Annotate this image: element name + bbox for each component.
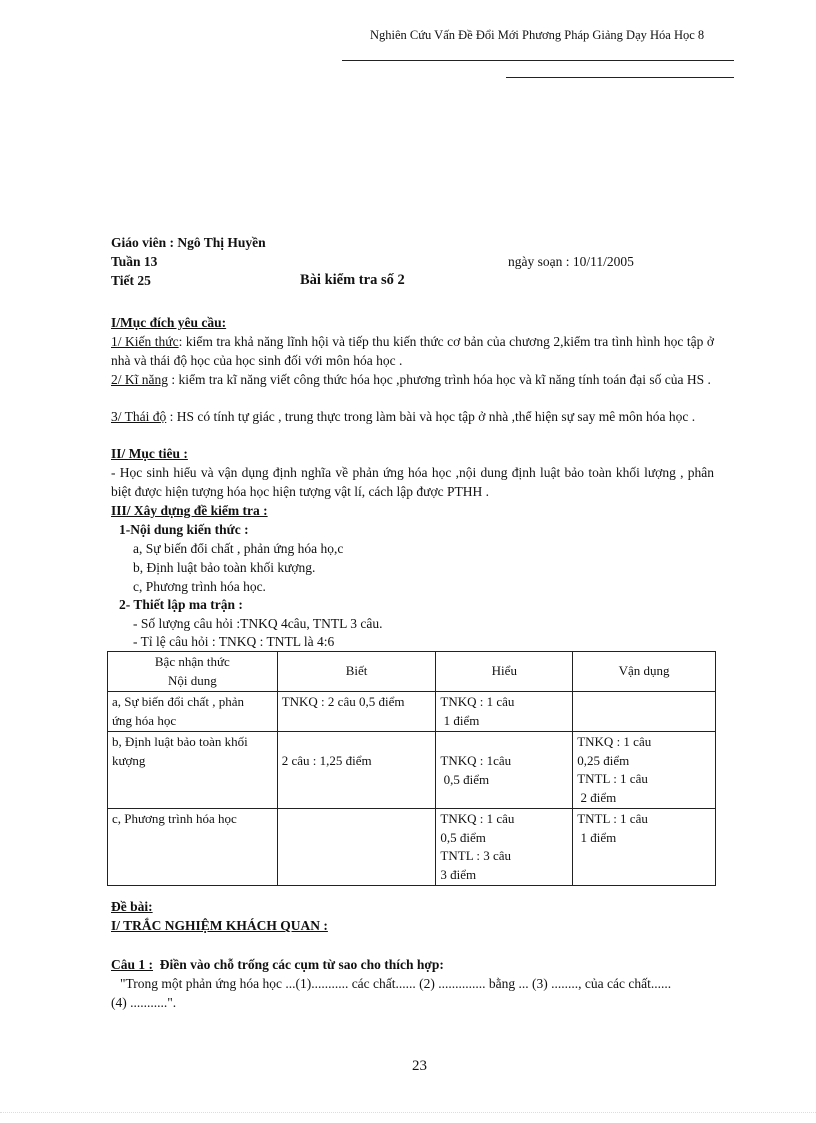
cell-line: 0,5 điểm [440,829,486,845]
page-number: 23 [412,1058,427,1074]
content-item: c, Phương trình hóa học. [133,579,266,594]
cell-line: 2 điểm [577,789,617,805]
cell-line: TNKQ : 2 câu 0,5 điểm [281,694,405,709]
hieu-cell [436,732,573,809]
part1-heading: I/ TRẮC NGHIỆM KHÁCH QUAN : [111,918,328,933]
attitude-text: : HS có tính tự giác , trung thực trong làm bài và học tập ở nhà ,thể hiện sự say mê môn hóa học . [166,409,696,424]
objective-paragraph: - Học sinh hiểu và vận dụng định nghĩa về phản ứng hóa học ,nội dung định luật bảo toàn khối lượng , phân biệt được hiện tượng hóa học hiện tượng vật lí, cách lập được PTHH . [111,465,714,499]
page-bottom-border [0,1112,816,1113]
cell-line: b, Định luật bảo toàn khối [112,734,248,749]
cell-line: 3 điểm [440,866,477,882]
skill-label: 2/ Kĩ năng [111,372,168,387]
cell-line: ứng hóa học [112,712,177,728]
cell-line: TNTL : 1 câu [577,771,648,786]
table-row [108,809,716,886]
content-cell [108,732,278,809]
matrix-bullet: - Tỉ lệ câu hỏi : TNKQ : TNTL là 4:6 [133,634,335,649]
cell-line: TNTL : 3 câu [440,848,512,863]
lesson-title: Bài kiểm tra số 2 [300,272,405,288]
table-row [108,692,716,732]
cell-line: 0,25 điểm [577,752,630,768]
attitude-label: 3/ Thái độ [111,409,167,424]
running-header: Nghiên Cứu Vấn Đề Đổi Mới Phương Pháp Giảng Dạy Hóa Học 8 [370,28,705,42]
column-header: Vận dụng [573,652,716,692]
cell-line: TNKQ : 1 câu [577,734,652,749]
question-1-line: (4) ...........". [111,995,177,1010]
cell-line: TNKQ : 1 câu [440,811,515,826]
section3-heading: III/ Xây dựng đề kiểm tra : [111,503,268,518]
header-rule-short [506,77,734,78]
teacher-line: Giáo viên : Ngô Thị Huyền [111,235,266,250]
matrix-subheading: 2- Thiết lập ma trận : [119,597,243,612]
question-1-prompt: Điền vào chỗ trống các cụm từ sao cho thích hợp: [153,957,444,972]
question-1-line: "Trong một phản ứng hóa học ...(1)........... các chất...... (2) .............. bằng ... (3) ........, của các chất...... [120,976,672,991]
vandung-cell [573,809,716,886]
biet-cell [277,732,436,809]
column-header: Biết [277,652,436,692]
exam-heading: Đề bài: [111,899,153,914]
question-1-header [111,957,444,973]
knowledge-paragraph [111,333,714,370]
matrix-corner-cell [108,652,278,692]
corner-top-label: Bậc nhận thức [154,654,230,669]
hieu-cell [436,809,573,886]
cell-line: 1 điểm [440,712,480,728]
question-1-label: Câu 1 : [111,957,154,972]
skill-paragraph [111,371,714,390]
content-item: a, Sự biến đổi chất , phản ứng hóa họ,c [133,541,344,556]
header-rule [342,60,734,61]
cell-line: TNKQ : 1 câu [440,694,515,709]
biet-cell [277,692,436,732]
vandung-cell [573,732,716,809]
content-cell [108,809,278,886]
skill-text: : kiểm tra kĩ năng viết công thức hóa học ,phương trình hóa học và kĩ năng tính toán đại số của HS . [168,372,711,387]
cell-line: 0,5 điểm [440,771,490,787]
cell-line: 2 câu : 1,25 điểm [281,753,372,768]
section1-heading: I/Mục đích yêu cầu: [111,315,227,330]
content-cell [108,692,278,732]
biet-cell [277,809,436,886]
table-row [108,732,716,809]
corner-bottom-label: Nội dung [167,672,217,688]
cell-line: a, Sự biến đổi chất , phản [112,694,244,709]
column-header: Hiểu [436,652,573,692]
hieu-cell [436,692,573,732]
vandung-cell [573,692,716,732]
cell-line: kượng [112,752,146,768]
date-line: ngày soạn : 10/11/2005 [508,254,634,269]
knowledge-text: : kiểm tra khả năng lĩnh hội và tiếp thu kiến thức cơ bản của chương 2,kiểm tra tình hình học tập ở nhà và thái độ học của học sinh đối với môn hóa học . [111,334,714,368]
cell-line: TNTL : 1 câu [577,811,648,826]
matrix-header-row [108,652,716,692]
attitude-paragraph [111,408,714,427]
content-subheading: 1-Nội dung kiến thức : [119,522,249,537]
content-item: b, Định luật bảo toàn khối kượng. [133,560,316,575]
period-line: Tiết 25 [111,273,151,288]
section2-heading: II/ Mục tiêu : [111,446,188,461]
cell-line: c, Phương trình hóa học [112,811,237,826]
cell-line: TNKQ : 1câu [440,753,512,768]
matrix-table [107,651,716,886]
matrix-bullet: - Số lượng câu hỏi :TNKQ 4câu, TNTL 3 câu. [133,616,383,631]
week-line: Tuần 13 [111,254,158,269]
cell-line: 1 điểm [577,829,617,845]
knowledge-label: 1/ Kiến thức [111,334,179,349]
